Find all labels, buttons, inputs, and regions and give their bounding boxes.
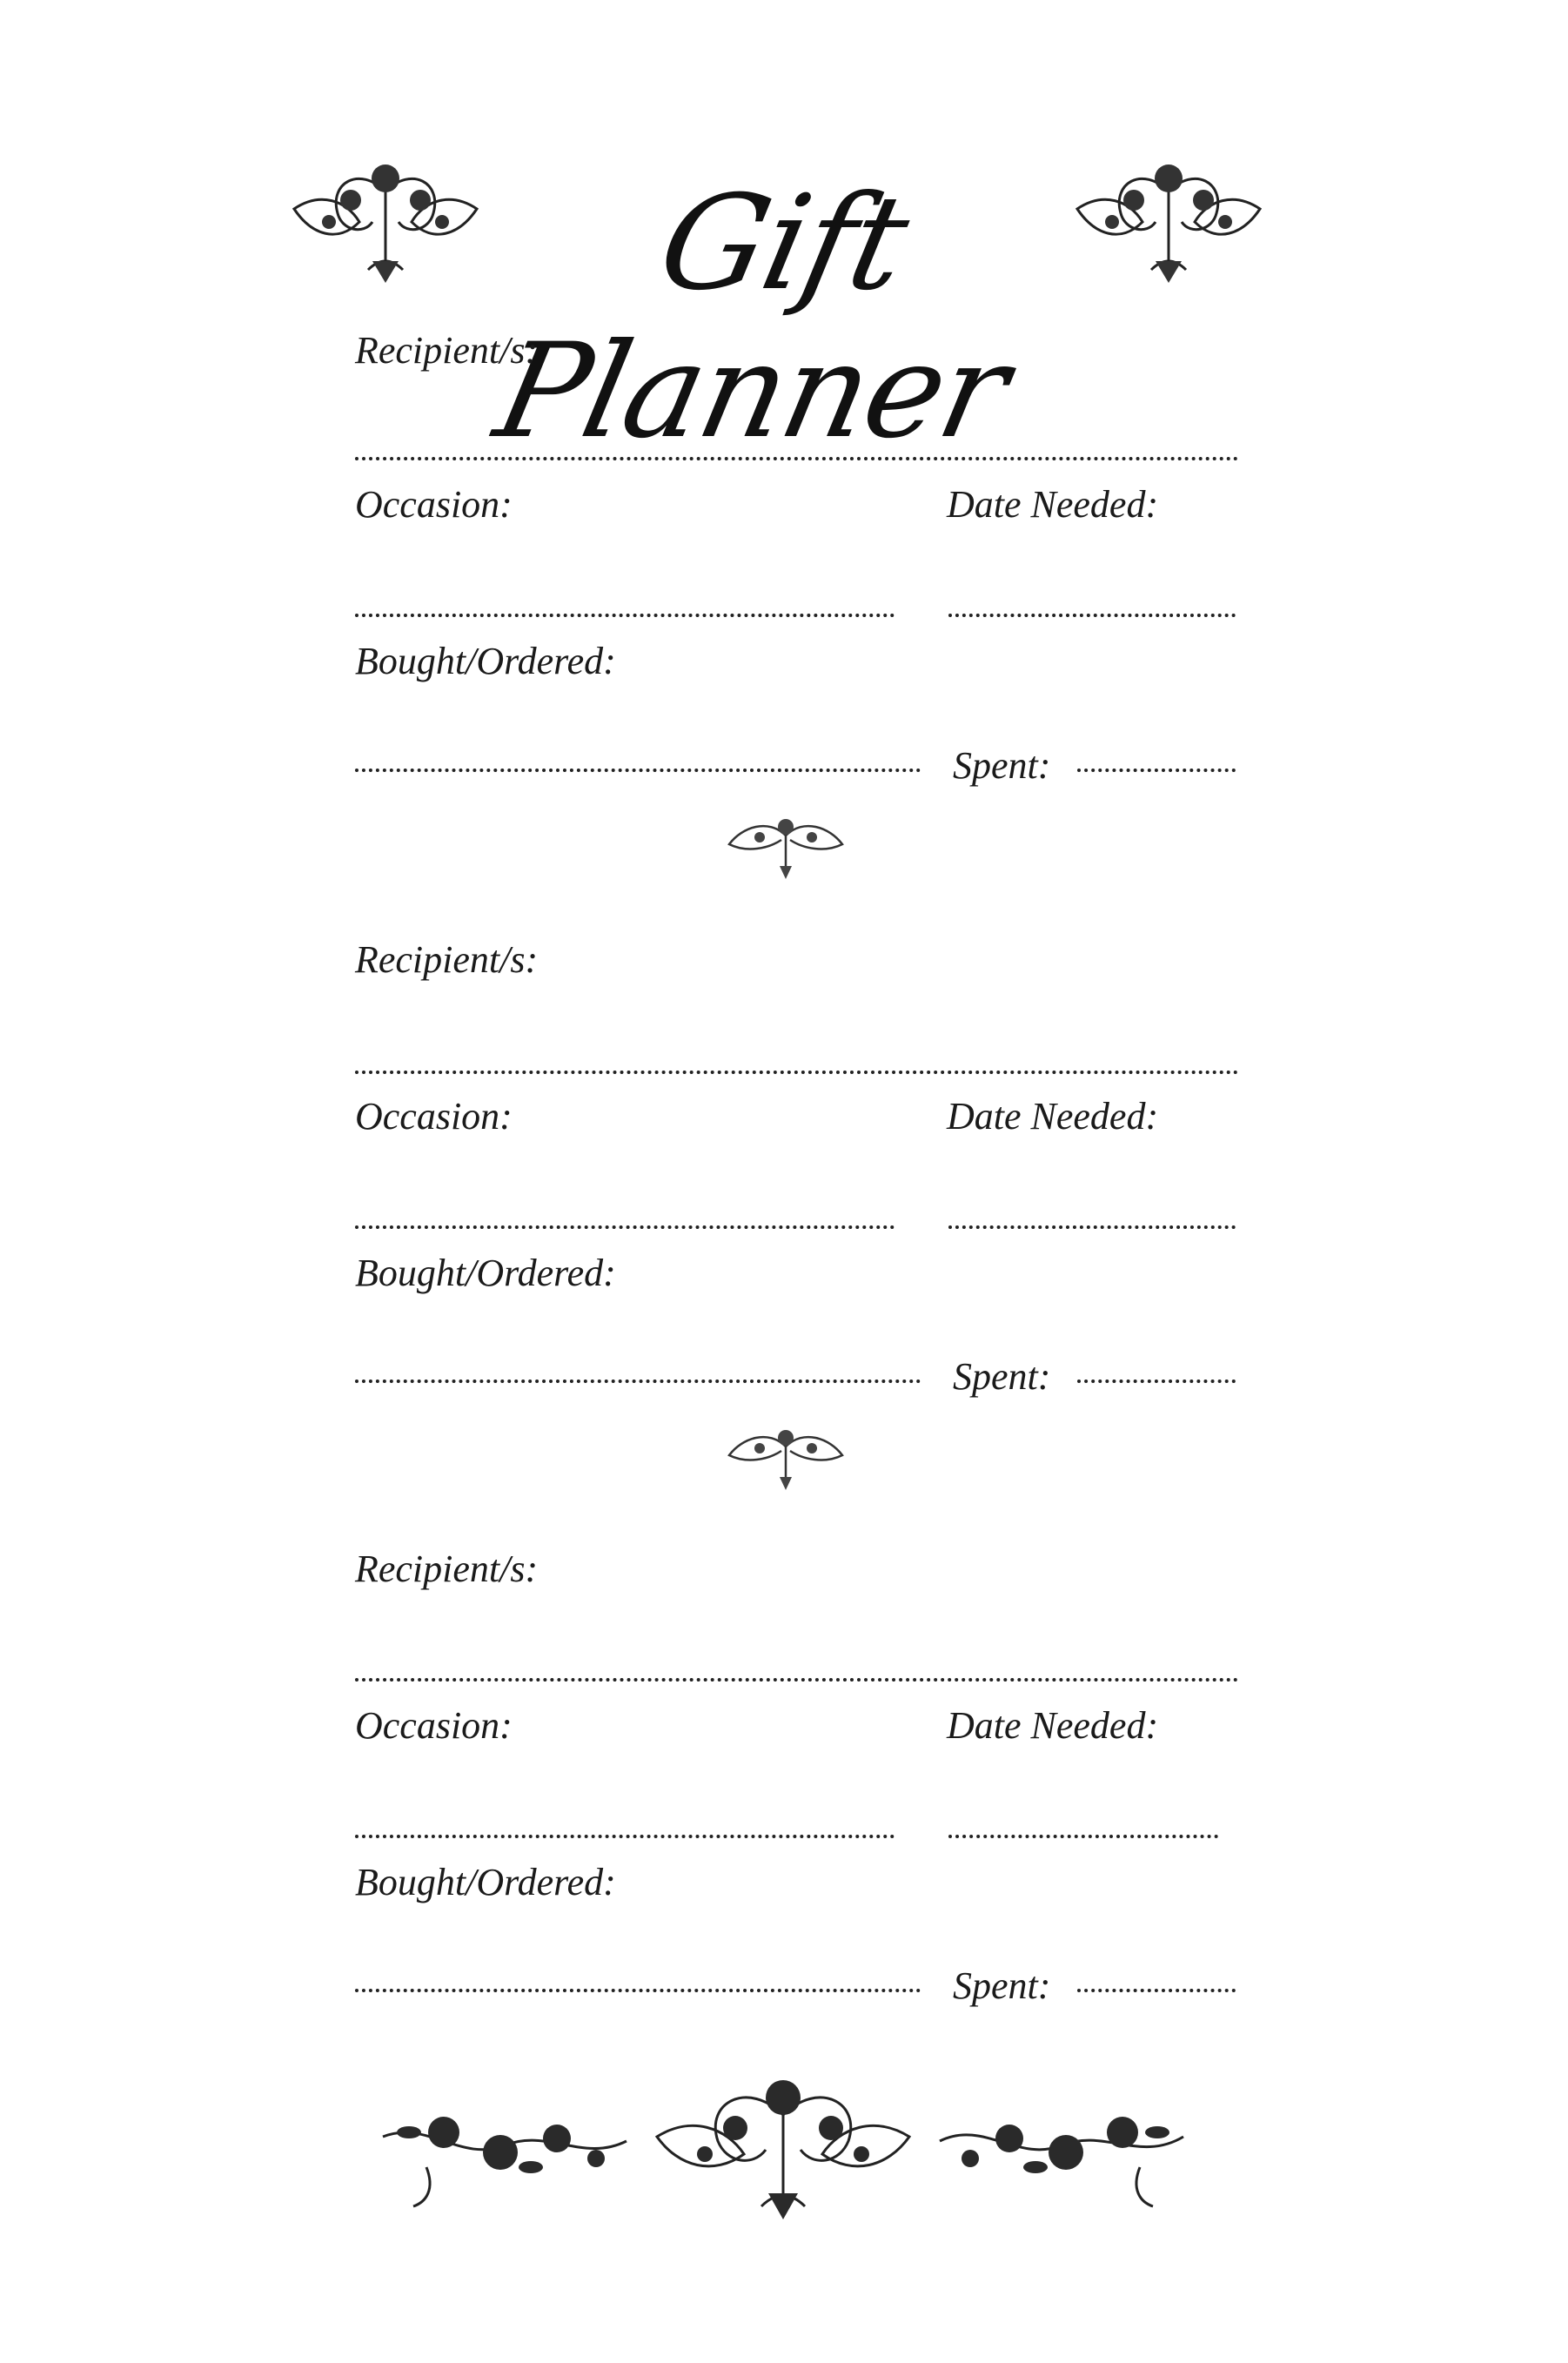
occasion-line[interactable] bbox=[355, 614, 895, 617]
bought-label: Bought/Ordered: bbox=[355, 1861, 616, 1903]
bought-line[interactable] bbox=[355, 1380, 921, 1383]
occasion-label: Occasion: bbox=[355, 1704, 513, 1747]
spent-label: Spent: bbox=[953, 1355, 1051, 1398]
recipient-label: Recipient/s: bbox=[355, 938, 539, 981]
bought-line[interactable] bbox=[355, 1989, 921, 1992]
occasion-line[interactable] bbox=[355, 1835, 895, 1838]
date-needed-line[interactable] bbox=[948, 1225, 1236, 1229]
page-title: Gift Planner bbox=[484, 168, 1020, 467]
floral-ornament-icon bbox=[277, 139, 494, 283]
recipient-label: Recipient/s: bbox=[355, 1547, 539, 1590]
recipient-line[interactable] bbox=[355, 1678, 1238, 1682]
bought-line[interactable] bbox=[355, 769, 921, 772]
occasion-label: Occasion: bbox=[355, 483, 513, 526]
spent-label: Spent: bbox=[953, 1964, 1051, 2007]
recipient-line[interactable] bbox=[355, 457, 1238, 460]
rose-garland-icon bbox=[931, 2084, 1192, 2215]
spent-line[interactable] bbox=[1077, 1989, 1236, 1992]
date-needed-label: Date Needed: bbox=[947, 1095, 1159, 1138]
small-flourish-icon bbox=[720, 809, 851, 879]
recipient-label: Recipient/s: bbox=[355, 329, 539, 372]
date-needed-line[interactable] bbox=[948, 1835, 1218, 1838]
bought-label: Bought/Ordered: bbox=[355, 1252, 616, 1294]
floral-ornament-icon bbox=[640, 2054, 927, 2219]
date-needed-label: Date Needed: bbox=[947, 1704, 1159, 1747]
floral-ornament-icon bbox=[1060, 139, 1277, 283]
small-flourish-icon bbox=[720, 1420, 851, 1490]
bought-label: Bought/Ordered: bbox=[355, 640, 616, 682]
occasion-line[interactable] bbox=[355, 1225, 895, 1229]
spent-line[interactable] bbox=[1077, 1380, 1236, 1383]
rose-garland-icon bbox=[374, 2084, 635, 2215]
date-needed-label: Date Needed: bbox=[947, 483, 1159, 526]
date-needed-line[interactable] bbox=[948, 614, 1236, 617]
spent-label: Spent: bbox=[953, 744, 1051, 787]
recipient-line[interactable] bbox=[355, 1071, 1238, 1074]
occasion-label: Occasion: bbox=[355, 1095, 513, 1138]
spent-line[interactable] bbox=[1077, 769, 1236, 772]
